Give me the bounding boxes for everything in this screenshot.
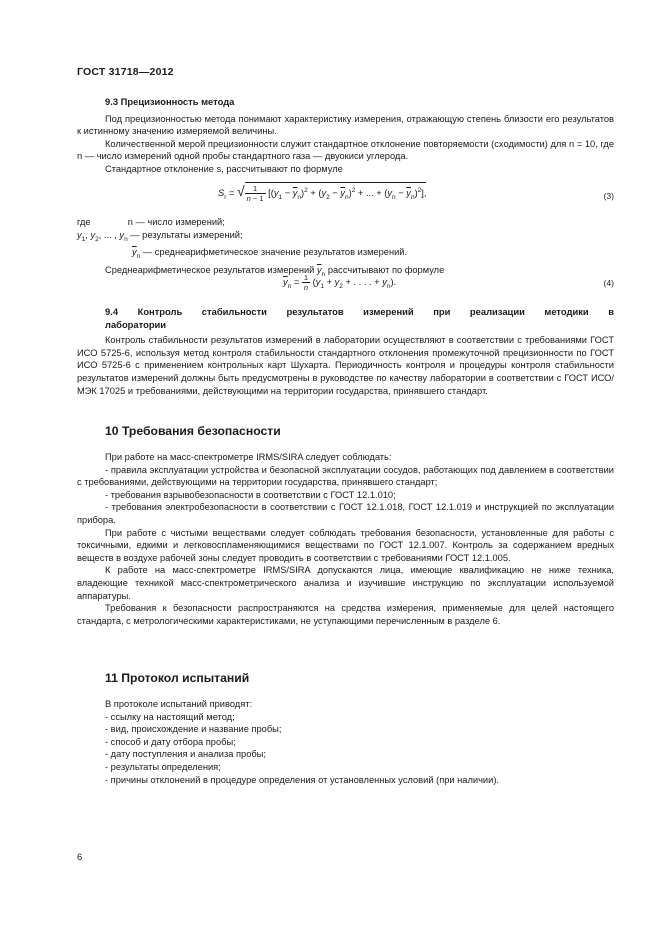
definition: n — число измерений; bbox=[127, 217, 225, 227]
paragraph: Требования к безопасности распространяются на средства измерения, применяемые для целей настоящего стандарта, с метрологическими характеристиками, не уступающими перечисленным в разделе 6. bbox=[77, 603, 614, 626]
section-title: 9.4 Контроль стабильности результатов измерений при реализации методики в bbox=[105, 306, 614, 317]
section-10 bbox=[77, 451, 614, 627]
paragraph: Количественной мерой прецизионности служит стандартное отклонение повторяемости (сходимости) для n = 10, где n — число измерений одной пробы стандартного газа — двуокиси углерода. bbox=[77, 138, 614, 162]
list-item: - вид, происхождение и название пробы; bbox=[105, 724, 282, 735]
section-title: лаборатории bbox=[105, 318, 167, 330]
paragraph: рассчитывают по формуле bbox=[327, 264, 445, 275]
paragraph: Среднеарифметическое результатов измерений bbox=[105, 264, 315, 275]
definition: — среднеарифметическое значение результатов измерений. bbox=[142, 247, 408, 258]
paragraph: К работе на масс-спектрометре IRMS/SIRA допускаются лица, имеющие квалификацию не ниже техника, владеющие техникой масс-спектрометрического анализа и изучившие инструкцию по эксплуатации используемой аппаратуры. bbox=[77, 565, 614, 601]
paragraph: - требования электробезопасности в соответствии с ГОСТ 12.1.018, ГОСТ 12.1.019 и инструкцией по эксплуатации прибора. bbox=[77, 502, 614, 525]
paragraph: - требования взрывобезопасности в соответствии с ГОСТ 12.1.010; bbox=[105, 489, 396, 500]
list-item: - ссылку на настоящий метод; bbox=[105, 711, 235, 722]
formula-4: $\overline{y}_n$ = $\frac{1}{n}$ ($y_1 + y_2$ + . . . . + $y_n$). bbox=[283, 273, 397, 292]
formula-3: $S_r$ = √ $\frac{1}{n - 1}$ [$(y_1 - \overline{y}_n)^2 + (y_2 - \overline{y}_n)^2$ + ... + $(y_n - \overline{y}_n)^2$], bbox=[218, 182, 427, 203]
list-item: - дату поступления и анализа пробы; bbox=[105, 749, 266, 760]
definition: — результаты измерений; bbox=[130, 229, 243, 240]
paragraph: Стандартное отклонение s, рассчитывают по формуле bbox=[105, 163, 343, 174]
list-item: - результаты определения; bbox=[105, 761, 221, 772]
page-header: ГОСТ 31718—2012 bbox=[77, 66, 174, 78]
section-heading: 10 Требования безопасности bbox=[105, 424, 281, 438]
list-item: - способ и дату отбора пробы; bbox=[105, 736, 236, 747]
paragraph: Под прецизионностью метода понимают характеристику измерения, отражающую степень близости его результатов к истинному значению измеряемой величины. bbox=[77, 113, 614, 137]
section-11 bbox=[77, 698, 614, 786]
paragraph: При работе с чистыми веществами следует соблюдать требования безопасности, установленные для работы с токсичными, едкими и легковоспламеняющимися веществами по ГОСТ 12.1.007. Контроль за содержанием вредных веществ в воздухе рабочей зоны следует проводить в соответствии с требованиями ГОСТ 12.1.005. bbox=[77, 527, 614, 563]
where-label: где bbox=[77, 217, 91, 227]
list-item: - причины отклонений в процедуре определения от установленных условий (при наличии). bbox=[105, 774, 500, 785]
section-9-3 bbox=[77, 96, 614, 176]
paragraph: При работе на масс-спектрометре IRMS/SIRA следует соблюдать: bbox=[105, 452, 392, 462]
formula-number: (3) bbox=[603, 191, 614, 201]
section-9-4 bbox=[77, 306, 614, 397]
definitions: где n — число измерений; $y_1$, $y_2$, ... , $y_n$ — результаты измерений; $\overline{y}_n$ — среднеарифметическое значение результатов измерений. Среднеарифметическое результатов измерений $\overline{y}_n$ рассчитывают по формуле bbox=[77, 217, 445, 278]
paragraph: Контроль стабильности результатов измерений в лаборатории осуществляют в соответствии с требованиями ГОСТ ИСО 5725-6, используя метод контроля стабильности стандартного отклонения промежуточной прецизионности по ГОСТ ИСО 5725-6 с применением контрольных карт Шухарта. Периодичность контроля и процедуры контроля стабильности результатов измерений должны быть предусмотрены в руководстве по качеству лаборатории в соответствии с ГОСТ ИСО/МЭК 17025 и требованиями, действующими на территории государства, принявшего стандарт. bbox=[77, 335, 614, 396]
page-number: 6 bbox=[77, 852, 83, 862]
paragraph: - правила эксплуатации устройства и безопасной эксплуатации сосудов, работающих под давлением в соответствии с требованиями, действующими на территории государства, принявшего стандарт; bbox=[77, 464, 614, 488]
section-title: 9.3 Прецизионность метода bbox=[105, 96, 235, 107]
section-heading: 11 Протокол испытаний bbox=[105, 671, 250, 685]
formula-number: (4) bbox=[603, 278, 614, 288]
paragraph: В протоколе испытаний приводят: bbox=[105, 699, 253, 709]
